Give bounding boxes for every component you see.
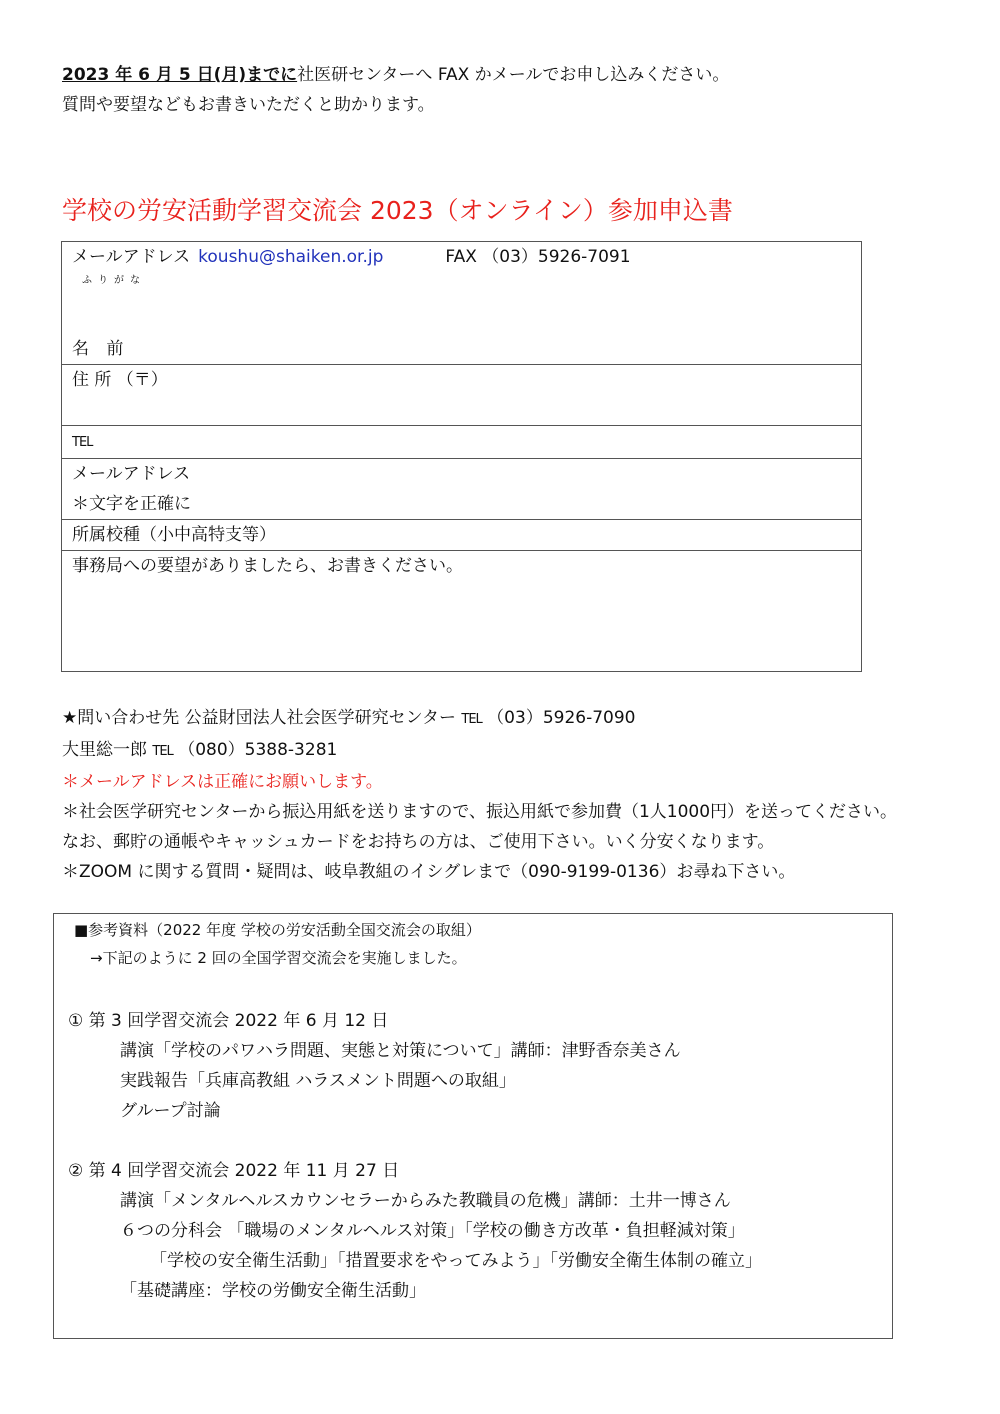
event-item: 「学校の安全衛生活動」「措置要求をやってみよう」「労働安全衛生体制の確立」 xyxy=(150,1251,762,1271)
contact-line xyxy=(72,242,851,272)
payment-note: ＊社会医学研究センターから振込用紙を送りますので、振込用紙で参加費（1人1000円）を送ってください。 xyxy=(62,802,898,822)
fax-number: FAX （03）5926-7091 xyxy=(445,247,631,267)
event-item: 講演「学校のパワハラ問題、実態と対策について」講師：津野香奈美さん xyxy=(120,1041,681,1061)
event-title: ① 第 3 回学習交流会 2022 年 6 月 12 日 xyxy=(68,1011,389,1031)
applicant-email-note: ＊文字を正確に xyxy=(72,494,191,514)
reference-subheading: →下記のように 2 回の全国学習交流会を実施しました。 xyxy=(90,949,467,967)
contact-tel: （03）5926-7090 xyxy=(481,708,636,728)
application-form xyxy=(61,241,862,672)
event-item: グループ討論 xyxy=(120,1101,221,1121)
person-info xyxy=(62,735,942,767)
person-name: 大里総一郎 xyxy=(62,740,153,760)
name-label: 名 前 xyxy=(72,339,130,359)
event-3 xyxy=(68,1006,681,1126)
name-cell[interactable] xyxy=(62,242,862,365)
school-field[interactable] xyxy=(62,520,862,551)
applicant-email-field[interactable] xyxy=(62,459,862,520)
address-row xyxy=(62,365,862,426)
event-item: 講演「メンタルヘルスカウンセラーからみた教職員の危機」講師：土井一博さん xyxy=(120,1191,731,1211)
address-label: 住 所 （〒） xyxy=(72,370,168,390)
event-4 xyxy=(68,1156,762,1306)
reference-box xyxy=(53,913,893,1339)
event-item: ６つの分科会 「職場のメンタルヘルス対策」「学校の働き方改革・負担軽減対策」 xyxy=(120,1221,745,1241)
intro xyxy=(62,60,942,120)
request-field[interactable] xyxy=(62,551,862,672)
event-title: ② 第 4 回学習交流会 2022 年 11 月 27 日 xyxy=(68,1161,400,1181)
intro-line-2: 質問や要望などもお書きいただくと助かります。 xyxy=(62,95,435,115)
applicant-email-label: メールアドレス xyxy=(72,464,191,484)
contact-info xyxy=(62,703,942,735)
form-title: 学校の労安活動学習交流会 2023（オンライン）参加申込書 xyxy=(62,196,733,225)
reference-heading: ■参考資料（2022 年度 学校の労安活動全国交流会の取組） xyxy=(74,921,481,939)
furigana-label: ふりがな xyxy=(82,275,146,286)
postal-note: なお、郵貯の通帳やキャッシュカードをお持ちの方は、ご使用下さい。いく分安くなります。 xyxy=(62,832,775,852)
contact-name-row xyxy=(62,242,862,365)
event-item: 実践報告「兵庫高教組 ハラスメント問題への取組」 xyxy=(120,1071,516,1091)
school-label: 所属校種（小中高特支等） xyxy=(72,525,276,545)
deadline: 2023 年 6 月 5 日(月)までに xyxy=(62,65,298,85)
applicant-email-row xyxy=(62,459,862,520)
event-item: 「基礎講座：学校の労働安全衛生活動」 xyxy=(120,1281,426,1301)
person-tel: （080）5388-3281 xyxy=(172,740,338,760)
zoom-note: ＊ZOOM に関する質問・疑問は、岐阜教組のイシグレまで（090-9199-0136）お尋ね下さい。 xyxy=(62,862,796,882)
email-link[interactable]: koushu@shaiken.or.jp xyxy=(198,247,384,267)
email-label: メールアドレス xyxy=(72,247,191,267)
request-row xyxy=(62,551,862,672)
contact-prefix: ★問い合わせ先 公益財団法人社会医学研究センター xyxy=(62,708,462,728)
tel-field[interactable] xyxy=(62,426,862,459)
notes xyxy=(62,703,942,887)
intro-line-1-rest: 社医研センターへ FAX かメールでお申し込みください。 xyxy=(297,65,730,85)
tel-row xyxy=(62,426,862,459)
request-label: 事務局への要望がありましたら、お書きください。 xyxy=(72,556,463,576)
address-field[interactable] xyxy=(62,365,862,426)
email-warning: ＊メールアドレスは正確にお願いします。 xyxy=(62,772,383,792)
contact-tel-label: TEL xyxy=(461,712,482,727)
person-tel-label: TEL xyxy=(152,744,173,759)
intro-line-1 xyxy=(62,60,942,90)
tel-label: TEL xyxy=(72,435,93,450)
school-row xyxy=(62,520,862,551)
